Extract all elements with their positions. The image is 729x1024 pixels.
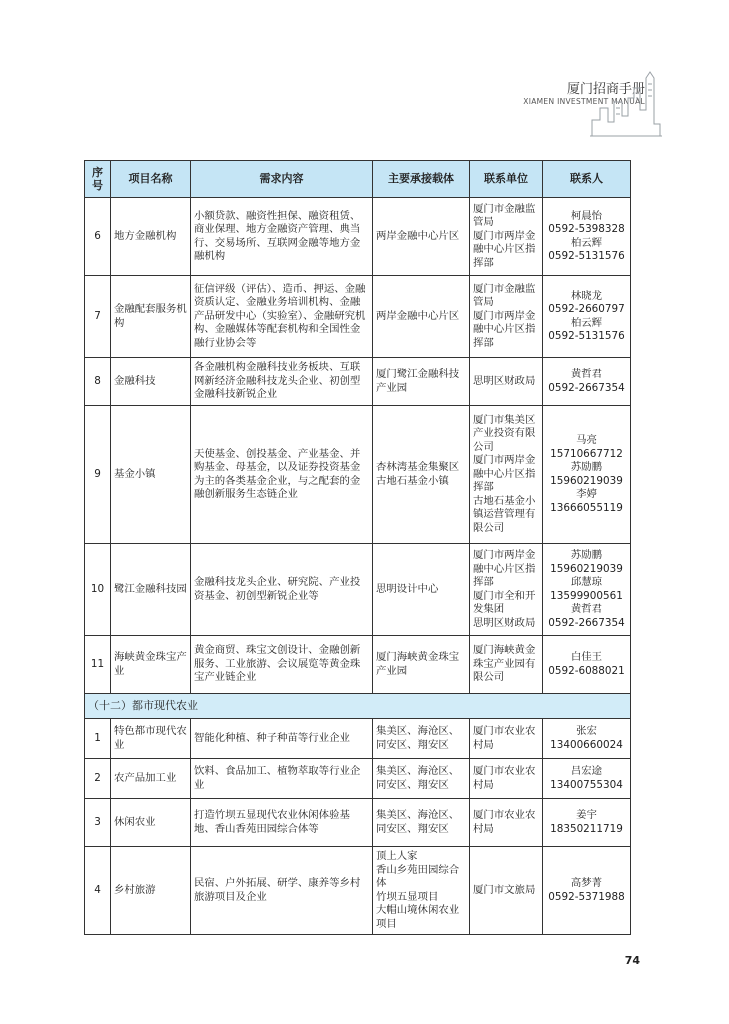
cell-name: 金融配套服务机构 [111, 276, 191, 358]
cell-no: 11 [85, 636, 111, 694]
cell-no: 9 [85, 406, 111, 544]
table-body [85, 198, 631, 935]
cell-demand: 各金融机构金融科技业务板块、互联网新经济金融科技龙头企业、初创型金融科技新锐企业 [191, 358, 373, 406]
cell-contact: 苏励鹏 15960219039 邱慧琼 13599900561 黄哲君 0592-2667354 [543, 544, 631, 636]
table-row [85, 636, 631, 694]
cell-contact: 白佳王 0592-6088021 [543, 636, 631, 694]
cell-contact: 柯晨怡 0592-5398328 柏云辉 0592-5131576 [543, 198, 631, 276]
cell-no: 2 [85, 759, 111, 799]
cell-name: 金融科技 [111, 358, 191, 406]
section-heading-row [85, 694, 631, 719]
cell-demand: 征信评级（评估）、造币、押运、金融资质认定、金融业务培训机构、金融产品研发中心（实验室）、金融研究机构、金融媒体等配套机构和全国性金融行业协会等 [191, 276, 373, 358]
cell-name: 地方金融机构 [111, 198, 191, 276]
cell-carrier: 杏林湾基金集聚区 古地石基金小镇 [373, 406, 470, 544]
manual-subtitle: XIAMEN INVESTMENT MANUAL [523, 97, 645, 106]
cell-no: 3 [85, 799, 111, 847]
cell-name: 特色都市现代农业 [111, 719, 191, 759]
manual-title: 厦门招商手册 [566, 82, 645, 97]
table-row [85, 198, 631, 276]
cell-unit: 厦门市农业农村局 [470, 719, 543, 759]
cell-unit: 厦门市金融监管局 厦门市两岸金融中心片区指挥部 [470, 276, 543, 358]
table-row [85, 719, 631, 759]
cell-unit: 厦门市农业农村局 [470, 759, 543, 799]
cell-no: 10 [85, 544, 111, 636]
cell-demand: 智能化种植、种子种苗等行业企业 [191, 719, 373, 759]
cell-carrier: 集美区、海沧区、同安区、翔安区 [373, 759, 470, 799]
cell-demand: 民宿、户外拓展、研学、康养等乡村旅游项目及企业 [191, 847, 373, 935]
investment-project-table [84, 160, 631, 935]
page-number: 74 [624, 954, 640, 967]
cell-carrier: 两岸金融中心片区 [373, 276, 470, 358]
cell-contact: 姜宇 18350211719 [543, 799, 631, 847]
cell-demand: 金融科技龙头企业、研究院、产业投资基金、初创型新锐企业等 [191, 544, 373, 636]
cell-name: 农产品加工业 [111, 759, 191, 799]
cell-unit: 厦门市集美区产业投资有限公司 厦门市两岸金融中心片区指挥部 古地石基金小镇运营管理有限公司 [470, 406, 543, 544]
table-row [85, 847, 631, 935]
column-header: 项目名称 [111, 161, 191, 198]
column-header: 主要承接载体 [373, 161, 470, 198]
cell-name: 基金小镇 [111, 406, 191, 544]
column-header: 联系单位 [470, 161, 543, 198]
cell-no: 1 [85, 719, 111, 759]
cell-demand: 小额贷款、融资性担保、融资租赁、商业保理、地方金融资产管理、典当行、交易场所、互联网金融等地方金融机构 [191, 198, 373, 276]
cell-unit: 厦门海峡黄金珠宝产业园有限公司 [470, 636, 543, 694]
table-row [85, 358, 631, 406]
cell-no: 8 [85, 358, 111, 406]
column-header: 联系人 [543, 161, 631, 198]
table-row [85, 276, 631, 358]
skyline-icon [590, 58, 662, 138]
section-heading: （十二）都市现代农业 [85, 694, 631, 719]
cell-unit: 厦门市文旅局 [470, 847, 543, 935]
cell-carrier: 集美区、海沧区、同安区、翔安区 [373, 719, 470, 759]
column-header: 需求内容 [191, 161, 373, 198]
cell-carrier: 顶上人家 香山乡苑田园综合体 竹坝五显项目 大帽山境休闲农业项目 [373, 847, 470, 935]
cell-unit: 厦门市两岸金融中心片区指挥部 厦门市全和开发集团 思明区财政局 [470, 544, 543, 636]
cell-contact: 黄哲君 0592-2667354 [543, 358, 631, 406]
cell-contact: 林晓龙 0592-2660797 柏云辉 0592-5131576 [543, 276, 631, 358]
cell-demand: 打造竹坝五显现代农业休闲体验基地、香山香苑田园综合体等 [191, 799, 373, 847]
cell-unit: 思明区财政局 [470, 358, 543, 406]
table-row [85, 799, 631, 847]
table-header [85, 161, 631, 198]
cell-name: 休闲农业 [111, 799, 191, 847]
cell-carrier: 厦门海峡黄金珠宝产业园 [373, 636, 470, 694]
cell-contact: 高梦菁 0592-5371988 [543, 847, 631, 935]
table-row [85, 544, 631, 636]
cell-name: 海峡黄金珠宝产业 [111, 636, 191, 694]
cell-carrier: 思明设计中心 [373, 544, 470, 636]
cell-contact: 张宏 13400660024 [543, 719, 631, 759]
cell-unit: 厦门市金融监管局 厦门市两岸金融中心片区指挥部 [470, 198, 543, 276]
cell-contact: 吕宏途 13400755304 [543, 759, 631, 799]
column-header: 序号 [85, 161, 111, 198]
cell-carrier: 两岸金融中心片区 [373, 198, 470, 276]
cell-no: 7 [85, 276, 111, 358]
cell-carrier: 厦门鹭江金融科技产业园 [373, 358, 470, 406]
cell-unit: 厦门市农业农村局 [470, 799, 543, 847]
cell-name: 鹭江金融科技园 [111, 544, 191, 636]
table-row [85, 759, 631, 799]
cell-demand: 黄金商贸、珠宝文创设计、金融创新服务、工业旅游、会议展览等黄金珠宝产业链企业 [191, 636, 373, 694]
table-row [85, 406, 631, 544]
cell-no: 6 [85, 198, 111, 276]
cell-carrier: 集美区、海沧区、同安区、翔安区 [373, 799, 470, 847]
cell-no: 4 [85, 847, 111, 935]
cell-demand: 天使基金、创投基金、产业基金、并购基金、母基金，以及证券投资基金为主的各类基金企业，与之配套的金融创新服务生态链企业 [191, 406, 373, 544]
table-header-row [85, 161, 631, 198]
cell-demand: 饮料、食品加工、植物萃取等行业企业 [191, 759, 373, 799]
cell-contact: 马亮 15710667712 苏励鹏 15960219039 李婷 13666055119 [543, 406, 631, 544]
cell-name: 乡村旅游 [111, 847, 191, 935]
